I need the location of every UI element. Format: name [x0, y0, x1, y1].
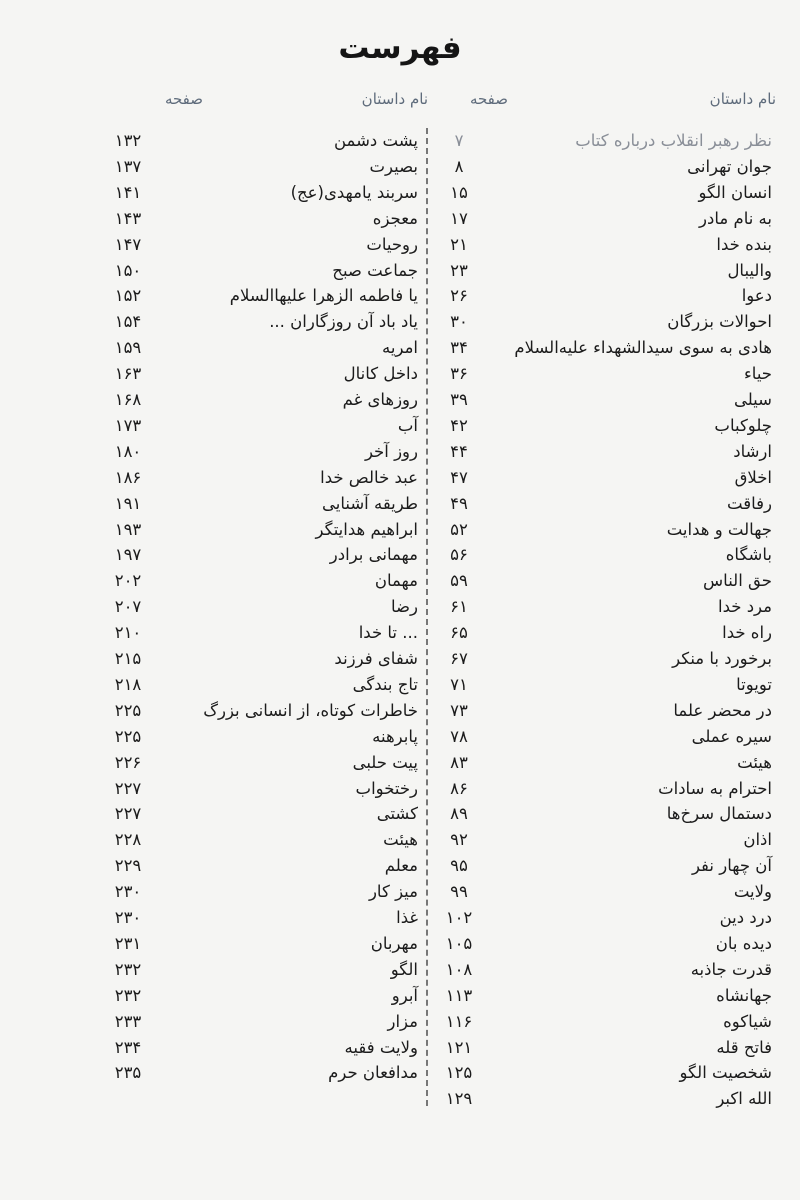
right-toc-entry-title: برخورد با منکر: [672, 649, 772, 668]
right-toc-entry-page: ۷۳: [450, 700, 468, 720]
left-toc-entry-title: جماعت صبح: [332, 260, 418, 280]
right-toc-entry-page: ۱۲۹: [445, 1089, 473, 1109]
right-toc-entry-page: ۳۰: [450, 312, 468, 332]
right-toc-entry-title: احترام به سادات: [658, 778, 772, 798]
right-toc-entry-title: حق الناس: [703, 571, 772, 591]
left-toc-entry-title: مدافعان حرم: [328, 1063, 418, 1083]
left-toc-entry-title: مهربان: [370, 933, 418, 953]
right-toc-entry-page: ۸۳: [450, 752, 468, 772]
left-toc-entry-title: پابرهنه: [372, 726, 418, 746]
left-toc-entry-page: ۲۳۵: [114, 1063, 142, 1083]
left-toc-entry-page: ۱۶۳: [114, 364, 142, 384]
right-toc-entry-page: ۱۱۳: [445, 985, 473, 1005]
right-toc-entry-page: ۶۷: [450, 649, 468, 668]
left-toc-entry-page: ۱۶۸: [114, 390, 142, 409]
right-toc-entry-page: ۶۵: [450, 623, 468, 643]
left-toc-entry-title: مزار: [387, 1011, 418, 1031]
page-title: فهرست: [338, 30, 462, 66]
right-toc-entry-page: ۴۲: [450, 415, 468, 435]
right-toc-entry-page: ۱۲۵: [445, 1063, 473, 1083]
right-toc-entry-title: مرد خدا: [718, 597, 772, 617]
left-toc-entry-title: عبد خالص خدا: [320, 467, 418, 487]
left-toc-entry-title: آب: [397, 415, 418, 435]
right-toc-entry-page: ۱۲۱: [445, 1037, 473, 1057]
right-toc-entry-page: ۳۶: [450, 364, 468, 384]
left-toc-entry-page: ۲۳۴: [114, 1037, 142, 1057]
right-toc-entry-page: ۹۹: [450, 882, 468, 902]
right-toc-entry-title: احوالات بزرگان: [667, 312, 772, 332]
left-toc-entry-page: ۲۱۸: [114, 674, 142, 694]
right-toc-entry-page: ۱۰۸: [445, 959, 473, 979]
left-toc-entry-page: ۲۲۵: [114, 726, 142, 746]
right-toc-entry-title: راه خدا: [722, 623, 772, 643]
right-toc-entry-title: شیاکوه: [723, 1011, 772, 1031]
right-name-header: نام داستان: [709, 90, 776, 108]
left-page-header: صفحه: [164, 90, 203, 108]
right-toc-entry-title: تویوتا: [736, 674, 772, 694]
right-toc-entry-title: جهالت و هدایت: [666, 519, 772, 539]
left-toc-entry-page: ۱۳۲: [114, 131, 142, 150]
left-toc-entry-page: ۱۹۱: [114, 493, 142, 513]
left-toc-entry-page: ۲۲۹: [114, 856, 142, 876]
left-toc-entry-page: ۱۳۷: [114, 156, 142, 176]
right-toc-entry-title: بنده خدا: [716, 234, 772, 254]
left-toc-entry-page: ۱۵۴: [114, 312, 142, 332]
right-toc-entry-page: ۹۵: [450, 856, 468, 876]
right-toc-entry-page: ۱۱۶: [445, 1011, 473, 1031]
left-toc-entry-title: روز آخر: [364, 441, 418, 461]
left-toc-entry-page: ۱۵۰: [114, 260, 142, 280]
right-toc-entry-page: ۴۹: [450, 493, 468, 513]
left-toc-entry-page: ۲۱۵: [114, 649, 142, 668]
left-toc-entry-title: امریه: [382, 338, 418, 358]
left-toc-entry-page: ۲۲۷: [114, 804, 142, 824]
left-toc-entry-page: ۱۹۷: [114, 545, 142, 565]
right-toc-entry-page: ۲۳: [450, 260, 468, 280]
left-toc-entry-page: ۲۲۸: [114, 830, 142, 850]
right-toc-entry-page: ۱۵: [450, 182, 468, 202]
left-toc-entry-page: ۱۹۳: [114, 519, 142, 539]
left-toc-entry-page: ۲۳۰: [114, 908, 142, 927]
right-toc-entry-title: حیاء: [744, 364, 772, 384]
left-toc-entry-page: ۲۲۶: [114, 752, 142, 772]
left-toc-entry-title: یا فاطمه الزهرا عليهاالسلام: [229, 286, 418, 306]
left-toc-entry-page: ۱۷۳: [114, 415, 142, 435]
left-toc-entry-title: مهمان: [374, 571, 418, 591]
left-toc-entry-page: ۲۲۵: [114, 700, 142, 720]
right-toc-entry-title: سیلی: [733, 390, 772, 409]
right-toc-entry-title: هادی به سوی سیدالشهداء عليه‌السلام: [514, 338, 772, 358]
right-toc-entry-page: ۳۴: [450, 338, 468, 358]
left-toc-entry-page: ۲۱۰: [114, 623, 142, 643]
left-toc-entry-page: ۲۰۲: [114, 571, 142, 591]
left-toc-entry-title: کشتی: [376, 804, 418, 824]
right-toc-entry-title: ولایت: [733, 882, 772, 902]
right-toc-entry-title: انسان الگو: [698, 182, 772, 202]
left-toc-entry-title: بصیرت: [369, 156, 418, 176]
right-toc-entry-title: هیئت: [737, 752, 772, 772]
left-toc-entry-page: ۲۳۲: [114, 985, 142, 1005]
left-toc-entry-page: ۱۵۹: [114, 338, 142, 358]
left-toc-entry-title: روزهای غم: [342, 390, 418, 409]
left-toc-entry-title: ابراهیم هدایتگر: [315, 519, 418, 539]
right-toc-entry-page: ۸۹: [450, 804, 468, 824]
left-toc-entry-title: مهمانی برادر: [329, 545, 418, 565]
right-toc-entry-title: ارشاد: [733, 441, 772, 461]
right-toc-entry-page: ۱۷: [450, 208, 468, 228]
right-toc-entry-page: ۷۸: [450, 726, 468, 746]
left-name-header: نام داستان: [361, 90, 428, 108]
right-toc-entry-page: ۴۴: [450, 441, 468, 461]
right-toc-entry-page: ۹۲: [450, 830, 468, 850]
right-toc-entry-page: ۳۹: [450, 390, 468, 409]
left-toc-entry-title: رختخواب: [355, 778, 418, 798]
right-toc-entry-page: ۶۱: [450, 597, 468, 617]
right-toc-entry-title: قدرت جاذبه: [690, 959, 772, 979]
left-toc-entry-title: سربند یامهدی(عج): [290, 182, 418, 202]
left-toc-entry-title: الگو: [390, 959, 418, 979]
left-toc-entry-title: غذا: [396, 908, 418, 927]
right-toc-entry-title: به نام مادر: [699, 208, 772, 228]
right-toc-entry-title: دستمال سرخ‌ها: [666, 804, 772, 824]
right-toc-entry-title: درد دین: [719, 908, 772, 927]
right-toc-entry-title: سیره عملی: [691, 726, 772, 746]
right-toc-entry-title: دیده بان: [715, 933, 772, 953]
left-toc-entry-title: آبرو: [391, 985, 418, 1005]
right-toc-entry-title: اخلاق: [734, 467, 772, 487]
right-toc-entry-title: دعوا: [741, 286, 772, 306]
right-toc-entry-page: ۱۰۵: [445, 933, 473, 953]
right-toc-entry-title: باشگاه: [725, 545, 772, 565]
left-toc-entry-page: ۱۴۷: [114, 234, 142, 254]
right-toc-entry-title: آن چهار نفر: [691, 856, 772, 876]
left-toc-entry-title: روحیات: [366, 234, 418, 254]
right-toc-entry-page: ۵۶: [450, 545, 468, 565]
right-toc-entry-page: ۷۱: [450, 674, 468, 694]
left-toc-entry-page: ۲۳۰: [114, 882, 142, 902]
right-toc-entry-title: چلوکباب: [714, 415, 772, 435]
right-toc-entry-page: ۱۰۲: [445, 908, 473, 927]
right-toc-entry-page: ۵۹: [450, 571, 468, 591]
right-toc-entry-title: الله اکبر: [716, 1089, 772, 1109]
left-toc-entry-title: داخل کانال: [343, 364, 418, 384]
right-page-header: صفحه: [469, 90, 508, 108]
left-toc-entry-page: ۲۳۲: [114, 959, 142, 979]
column-divider: [426, 128, 428, 1106]
left-toc-entry-title: خاطرات کوتاه، از انسانی بزرگ: [203, 700, 418, 720]
right-toc-entry-page: ۲۱: [450, 234, 468, 254]
right-toc-entry-title: اذان: [743, 830, 772, 850]
left-toc-entry-page: ۱۸۶: [114, 467, 142, 487]
left-toc-entry-title: معلم: [384, 856, 418, 876]
right-toc-entry-page: ۷: [454, 131, 464, 150]
left-toc-entry-page: ۱۴۳: [114, 208, 142, 228]
left-toc-entry-title: شفای فرزند: [334, 649, 418, 668]
left-toc-entry-title: رضا: [390, 597, 418, 617]
left-toc-entry-title: پشت دشمن: [333, 131, 418, 150]
right-toc-entry-title: در محضر علما: [673, 700, 772, 720]
left-toc-entry-page: ۲۳۳: [114, 1011, 142, 1031]
right-toc-entry-page: ۸: [454, 156, 464, 176]
right-toc-entry-page: ۵۲: [450, 519, 468, 539]
right-toc-entry-title: فاتح قله: [716, 1037, 772, 1057]
left-toc-entry-page: ۱۴۱: [114, 182, 142, 202]
right-toc-entry-title: والیبال: [727, 260, 772, 280]
left-toc-entry-page: ۲۰۷: [114, 597, 142, 617]
right-toc-entry-title: جوان تهرانی: [687, 156, 772, 176]
left-toc-entry-title: هیئت: [383, 830, 418, 850]
left-toc-entry-title: ... تا خدا: [358, 623, 418, 643]
left-toc-entry-page: ۲۲۷: [114, 778, 142, 798]
right-toc-entry-title: شخصیت الگو: [679, 1063, 772, 1083]
left-toc-entry-title: معجزه: [372, 208, 418, 228]
right-toc-entry-title: نظر رهبر انقلاب درباره کتاب: [575, 131, 772, 150]
left-toc-entry-title: طریقه آشنایی: [321, 493, 418, 513]
left-toc-entry-title: میز کار: [368, 882, 418, 902]
right-toc-entry-page: ۲۶: [450, 286, 468, 306]
left-toc-entry-title: تاج بندگی: [352, 674, 418, 694]
right-toc-entry-page: ۸۶: [450, 778, 468, 798]
left-toc-entry-page: ۱۸۰: [114, 441, 142, 461]
left-toc-entry-title: پیت حلبی: [352, 752, 418, 772]
left-toc-entry-page: ۲۳۱: [114, 933, 142, 953]
right-toc-entry-title: رفاقت: [727, 493, 772, 513]
right-toc-entry-page: ۴۷: [450, 467, 468, 487]
left-toc-entry-title: یاد باد آن روزگاران ...: [269, 312, 418, 332]
right-toc-entry-title: جهانشاه: [716, 985, 772, 1005]
left-toc-entry-title: ولایت فقیه: [344, 1037, 418, 1057]
left-toc-entry-page: ۱۵۲: [114, 286, 142, 306]
